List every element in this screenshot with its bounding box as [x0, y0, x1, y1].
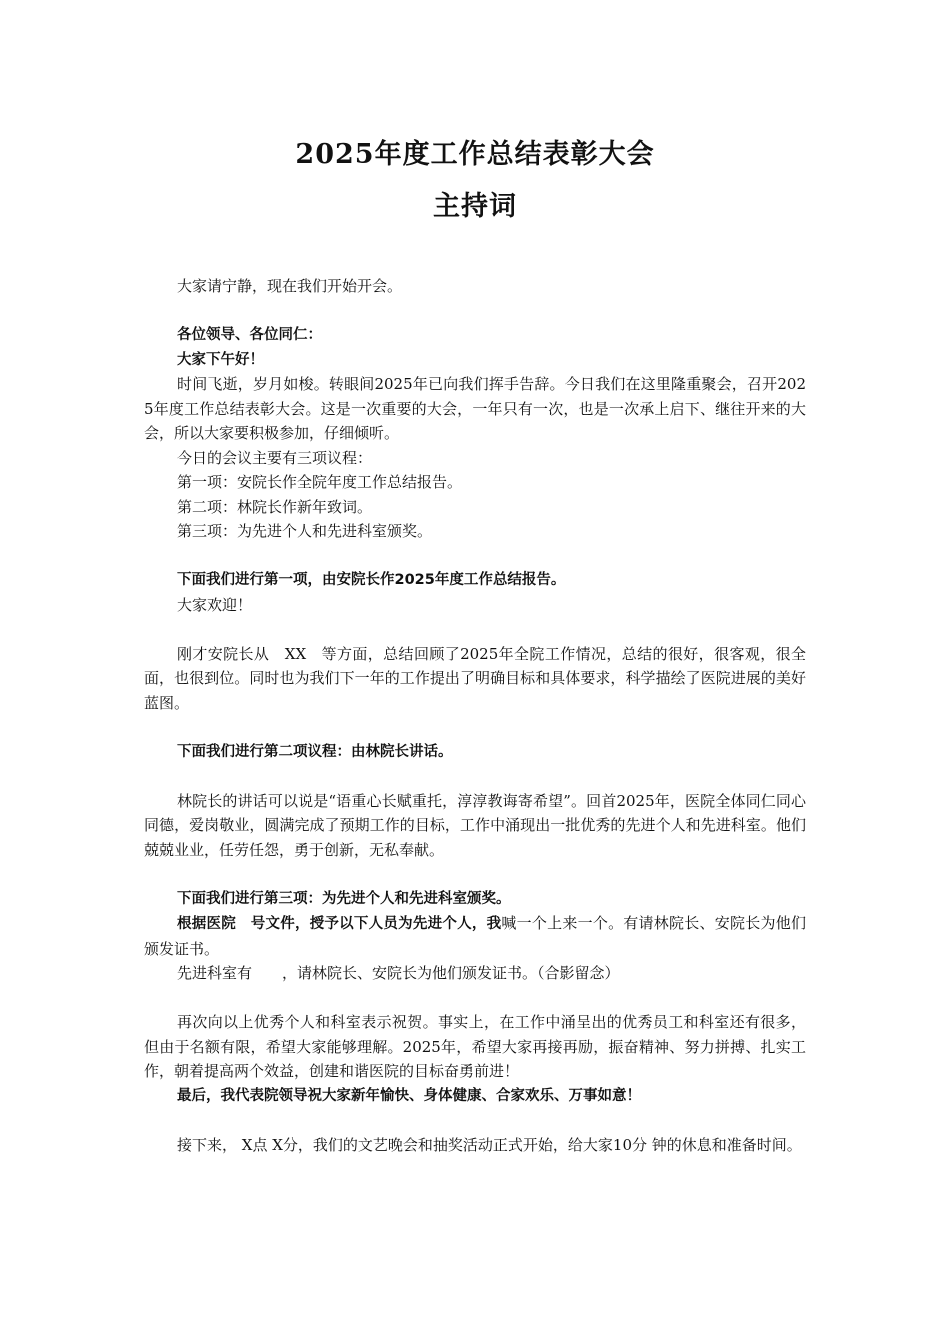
paragraph-item1-announce: 下面我们进行第一项，由安院长作2025年度工作总结报告。: [177, 572, 566, 588]
agenda-item-2: 第二项：林院长作新年致词。: [177, 497, 373, 516]
award-individuals-bold: 根据医院 号文件，授予以下人员为先进个人，我: [177, 916, 502, 932]
paragraph-welcome: 大家欢迎！: [177, 595, 253, 614]
paragraph-agenda-heading: 今日的会议主要有三项议程：: [177, 448, 373, 467]
paragraph-congratulations: 再次向以上优秀个人和科室表示祝贺。事实上，在工作中涌呈出的优秀员工和科室还有很多，但由于名额有限，希望大家能够理解。2025年，希望大家再接再励，振奋精神、努力拼搏、扎实工作，朝着提高两个效益，创建和谐医院的目标奋勇前进！: [144, 1013, 806, 1080]
paragraph-award-departments: 先进科室有 ，请林院长、安院长为他们颁发证书。（合影留念）: [177, 964, 620, 982]
summary-lead: 刚才安院长从: [177, 644, 270, 663]
document-body: [144, 274, 806, 1157]
paragraph-item1-summary: [144, 642, 806, 716]
paragraph-greeting: 大家下午好！: [177, 351, 264, 368]
summary-rest: 等方面，总结回顾了2025年全院工作情况，总结的很好，很客观，很全面，也很到位。同时也为我们下一年的工作提出了明确目标和具体要求，科学描绘了医院进展的美好蓝图。: [144, 644, 806, 712]
paragraph-award-individuals: [144, 911, 806, 961]
paragraph-next-event: 接下来， X点 X分，我们的文艺晚会和抽奖活动正式开始，给大家10分 钟的休息和准备时间。: [177, 1135, 802, 1154]
agenda-item-3: 第三项：为先进个人和先进科室颁奖。: [177, 522, 433, 540]
paragraph-item2-summary: 林院长的讲话可以说是“语重心长赋重托，淳淳教诲寄希望”。回首2025年，医院全体同仁同心同德，爱岗敬业，圆满完成了预期工作的目标，工作中涌现出一批优秀的先进个人和先进科室。他们兢兢业业，任劳任怨，勇于创新，无私奉献。: [144, 791, 806, 859]
paragraph-salutation: 各位领导、各位同仁：: [177, 327, 322, 343]
document-title: 2025年度工作总结表彰大会: [295, 139, 655, 170]
paragraph-opening: 大家请宁静，现在我们开始开会。: [177, 277, 403, 295]
paragraph-item3-announce: 下面我们进行第三项：为先进个人和先进科室颁奖。: [177, 890, 511, 907]
paragraph-item2-announce: 下面我们进行第二项议程：由林院长讲话。: [177, 743, 453, 760]
award-individuals-rest: 喊一个上来一个。有请林院长、安院长为他们颁发证书。: [144, 914, 806, 958]
agenda-item-1: 第一项：安院长作全院年度工作总结报告。: [177, 473, 463, 491]
document-subtitle: 主持词: [433, 191, 517, 222]
paragraph-closing-wishes: 最后，我代表院领导祝大家新年愉快、身体健康、合家欢乐、万事如意！: [177, 1087, 641, 1104]
paragraph-intro: 时间飞逝，岁月如梭。转眼间2025年已向我们挥手告辞。今日我们在这里隆重聚会，召开2025年度工作总结表彰大会。这是一次重要的大会，一年只有一次，也是一次承上启下、继往开来的大会，所以大家要积极参加，仔细倾听。: [144, 375, 806, 442]
summary-placeholder: XX: [269, 644, 322, 663]
